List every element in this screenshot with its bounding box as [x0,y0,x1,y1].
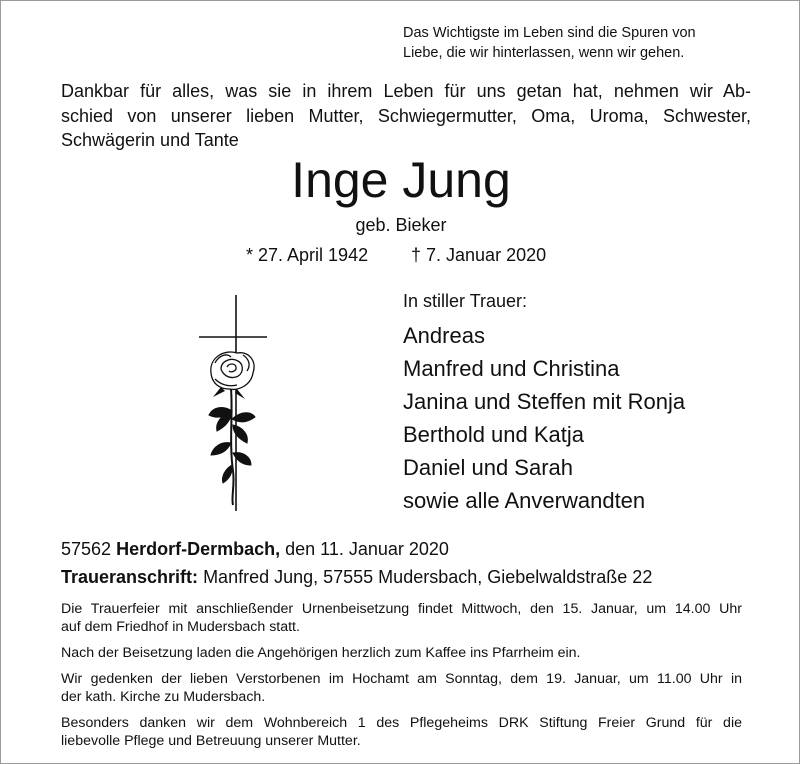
cross-rose-icon [191,293,281,515]
mourner-entry: Daniel und Sarah [403,455,574,480]
motto-line: Das Wichtigste im Leben sind die Spuren von [403,25,696,41]
place-zip: 57562 [61,539,112,559]
note-line: Nach der Beisetzung laden die Angehörigen herzlich zum Kaffee ins Pfarrheim ein. [61,645,581,661]
mourning-address [61,567,652,588]
birth-date: * 27. April 1942 [246,245,369,265]
mourning-intro: In stiller Trauer: [403,291,528,311]
intro-line: Dankbar für alles, was sie in ihrem Leben für uns getan hat, nehmen wir Ab- [61,81,751,101]
mourners-list [403,319,685,517]
place-town: Herdorf-Dermbach, [116,539,281,559]
life-dates [246,245,547,266]
note-line: auf dem Friedhof in Mudersbach statt. [61,619,300,635]
note-line: Besonders danken wir dem Wohnbereich 1 des Pflegeheims DRK Stiftung Freier Grund für die [61,715,742,731]
intro-line: Schwägerin und Tante [61,130,239,150]
mourner-entry: Manfred und Christina [403,356,620,381]
birth-name: geb. Bieker [355,215,447,235]
note-line: der kath. Kirche zu Mudersbach. [61,689,266,705]
death-date: † 7. Januar 2020 [411,245,547,265]
note-paragraph [61,714,742,750]
address-label: Traueranschrift: [61,567,199,587]
notice-date: den 11. Januar 2020 [285,539,449,559]
address-value: Manfred Jung, 57555 Mudersbach, Giebelwaldstraße 22 [203,567,653,587]
place-and-date [61,539,449,560]
deceased-name: Inge Jung [291,152,511,208]
intro-text [61,79,751,153]
mourner-entry: Berthold und Katja [403,422,585,447]
mourner-entry: sowie alle Anverwandten [403,488,646,513]
motto-quote [403,23,763,63]
note-paragraph [61,644,742,662]
note-line: liebevolle Pflege und Betreuung unserer Mutter. [61,733,361,749]
note-paragraph [61,600,742,636]
mourner-entry: Andreas [403,323,485,348]
motto-line: Liebe, die wir hinterlassen, wenn wir gehen. [403,45,685,61]
intro-line: schied von unserer lieben Mutter, Schwiegermutter, Oma, Uroma, Schwester, [61,105,751,126]
note-line: Die Trauerfeier mit anschließender Urnenbeisetzung findet Mittwoch, den 15. Januar, um 14.00 Uhr [61,601,742,617]
note-line: Wir gedenken der lieben Verstorbenen im Hochamt am Sonntag, dem 19. Januar, um 11.00 Uhr in [61,671,742,687]
mourner-entry: Janina und Steffen mit Ronja [403,389,686,414]
note-paragraph [61,670,742,706]
notes-section [61,600,742,758]
